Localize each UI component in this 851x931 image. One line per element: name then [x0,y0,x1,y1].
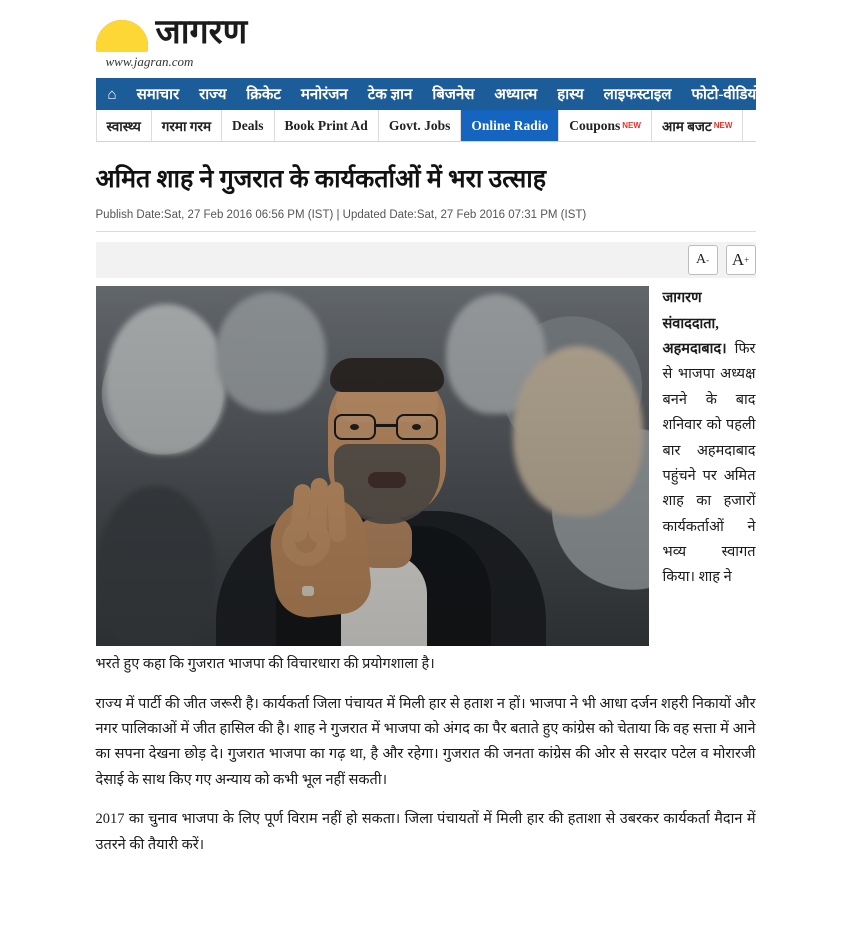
article-paragraph: राज्य में पार्टी की जीत जरूरी है। कार्यकर्ता जिला पंचायत में मिली हार से हताश न हों। भाजपा ने भी आधा दर्जन शहरी निकायों और नगर पालिकाओं में जीत हासिल की है। शाह ने गुजरात में भाजपा को अंगद का पैर बताते हुए कांग्रेस को चेताया कि वह सत्ता में आने का सपना देखना छोड़ दे। गुजरात भाजपा का गढ़ था, है और रहेगा। गुजरात की जनता कांग्रेस की ओर से सरदार पटेल व मोरारजी देसाई के साथ किए गए अन्याय को कभी भूल नहीं सकती। [95,695,756,788]
article-image [96,286,649,646]
subnav-item-aam-budget[interactable] [652,110,743,141]
subnav-item-garma-garam[interactable] [152,110,222,141]
subnav-item-coupons[interactable] [559,110,652,141]
site-title: जागरण [155,14,248,51]
font-size-toolbar [96,242,756,278]
subnav-label: स्वास्थ्य [106,118,141,134]
home-icon[interactable]: ⌂ [107,85,117,103]
nav-item-adhyatm[interactable]: अध्यात्म [494,87,538,103]
new-badge: NEW [622,121,641,130]
nav-item-business[interactable]: बिजनेस [432,87,475,103]
article-paragraph: भरते हुए कहा कि गुजरात भाजपा की विचारधारा की प्रयोगशाला है। [95,656,435,673]
sunrise-logo-icon [96,14,148,52]
article-figure [96,286,649,646]
increase-font-label: A [731,250,745,270]
masthead [96,0,756,72]
site-logo[interactable] [96,14,248,70]
nav-item-tech-gyan[interactable]: टेक ज्ञान [367,87,413,103]
subnav-item-online-radio[interactable] [461,110,559,141]
article-body [96,286,756,858]
decrease-font-label: A [695,252,707,268]
subnav-label: Coupons [569,117,621,133]
logo-row [96,14,248,52]
article-paragraph: 2017 का चुनाव भाजपा के लिए पूर्ण विराम नहीं हो सकता। जिला पंचायतों में मिली हार की हताशा से उबरकर कार्यकर्ता मैदान में उतरने की तैयारी करें। [95,811,756,853]
primary-nav[interactable] [96,78,761,110]
page-container [95,0,761,858]
dateline: जागरण संवाददाता, अहमदाबाद। [662,290,727,357]
increase-font-button[interactable] [726,245,756,275]
subnav-label: Online Radio [471,117,549,133]
nav-item-samachar[interactable]: समाचार [136,87,180,103]
publish-date: Publish Date:Sat, 27 Feb 2016 06:56 PM (IST) | Updated Date:Sat, 27 Feb 2016 07:31 PM (IST) [96,209,756,232]
nav-item-manoranjan[interactable]: मनोरंजन [300,87,348,103]
subnav-item-book-print-ad[interactable] [275,110,379,141]
intro-text: फिर से भाजपा अध्यक्ष बनने के बाद शनिवार को पहली बार अहमदाबाद पहुंचने पर अमित शाह का हजारों कार्यकर्ताओं ने भव्य स्वागत किया। शाह ने [662,341,756,586]
subnav-item-swasthya[interactable] [96,110,152,141]
site-url: www.jagran.com [105,54,194,69]
nav-item-photo-video[interactable]: फोटो-वीडियो [691,87,761,103]
subnav-item-deals[interactable] [222,110,275,141]
subnav-label: गरमा गरम [161,118,212,134]
subnav-label: Deals [232,117,264,133]
nav-item-lifestyle[interactable]: लाइफस्टाइल [603,87,672,103]
nav-item-rajya[interactable]: राज्य [199,87,227,103]
subnav-label: Book Print Ad [284,117,368,133]
increase-font-sup: + [744,255,750,266]
nav-item-hasya[interactable]: हास्य [557,87,584,103]
nav-item-cricket[interactable]: क्रिकेट [246,87,281,103]
secondary-nav[interactable] [96,110,756,142]
subnav-label: आम बजट [661,118,712,134]
new-badge: NEW [713,121,733,130]
decrease-font-button[interactable] [688,245,718,275]
page-title: अमित शाह ने गुजरात के कार्यकर्ताओं में भरा उत्साह [95,166,547,193]
subnav-item-govt-jobs[interactable] [379,110,462,141]
decrease-font-sup: - [706,255,710,266]
subnav-label: Govt. Jobs [388,117,451,133]
